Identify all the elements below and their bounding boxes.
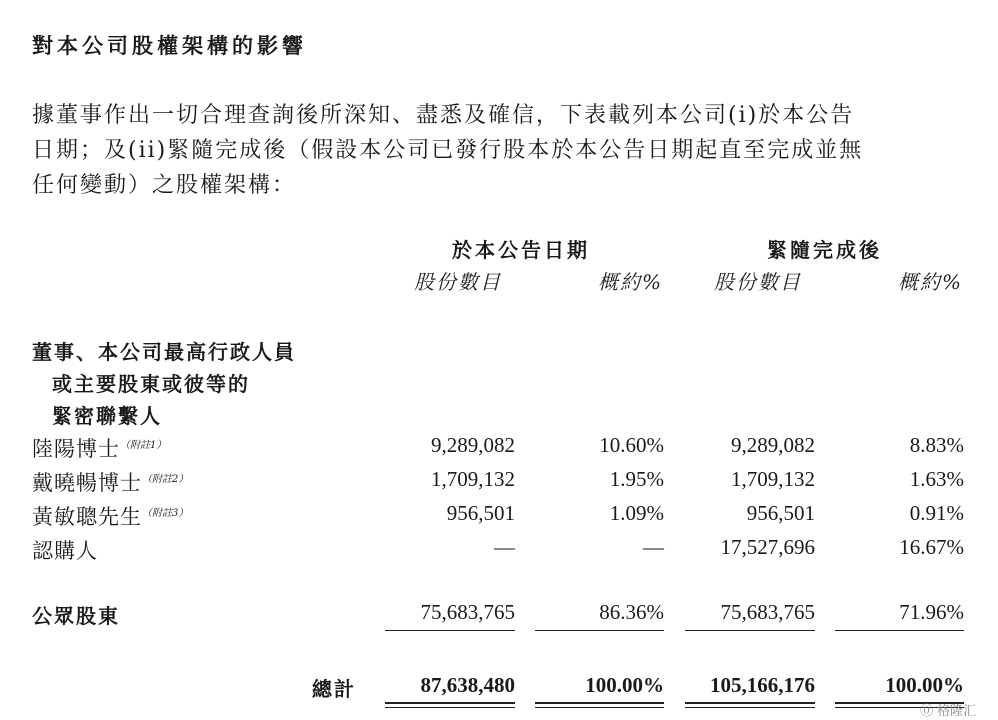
- section-label-line-2: 或主要股東或彼等的: [52, 372, 250, 396]
- intro-line-3: 任何變動）之股權架構：: [32, 173, 297, 198]
- watermark-text: 格隆汇: [937, 704, 977, 719]
- cell-shares-after: 17,527,696: [720, 535, 815, 559]
- cell-shares-before: —: [494, 535, 515, 559]
- cell-shares-after: 9,289,082: [731, 433, 815, 457]
- total-pct-after: 100.00%: [885, 673, 964, 697]
- cell-shares-after: 956,501: [746, 501, 815, 525]
- total-double-rule: [535, 702, 664, 704]
- footnote-ref: （附註1）: [120, 440, 167, 451]
- total-shares-after: 105,166,176: [710, 673, 815, 697]
- section-label-line-3: 緊密聯繫人: [52, 404, 162, 428]
- footnote-ref: （附註2）: [142, 474, 189, 485]
- cell-shares-before: 1,709,132: [431, 467, 515, 491]
- subtotal-rule: [385, 630, 515, 631]
- intro-line-1: 據董事作出一切合理查詢後所深知、盡悉及確信，下表載列本公司(i)於本公告: [32, 103, 855, 128]
- total-shares-before: 87,638,480: [420, 673, 515, 697]
- cell-shares-before: 9,289,082: [431, 433, 515, 457]
- subheader-pct-after: 概約%: [898, 270, 964, 294]
- total-label: 總計: [312, 677, 356, 701]
- row-name: 認購人: [32, 539, 98, 563]
- header-before: 於本公告日期: [452, 238, 590, 262]
- cell-shares-after: 1,709,132: [731, 467, 815, 491]
- subtotal-rule: [535, 630, 664, 631]
- public-shares-after: 75,683,765: [720, 600, 815, 624]
- cell-pct-before: 10.60%: [599, 433, 664, 457]
- cell-pct-before: —: [643, 535, 664, 559]
- public-label: 公眾股東: [32, 604, 120, 628]
- subtotal-rule: [835, 630, 964, 631]
- cell-pct-before: 1.09%: [609, 501, 664, 525]
- cell-pct-after: 8.83%: [909, 433, 964, 457]
- footnote-ref: （附註3）: [142, 508, 189, 519]
- subheader-shares-before: 股份數目: [414, 270, 502, 294]
- cell-pct-after: 1.63%: [909, 467, 964, 491]
- intro-line-2: 日期；及(ii)緊隨完成後（假設本公司已發行股本於本公告日期起直至完成並無: [32, 138, 864, 163]
- watermark-logo: [920, 700, 976, 719]
- total-double-rule: [685, 702, 815, 704]
- subheader-pct-before: 概約%: [598, 270, 664, 294]
- public-pct-before: 86.36%: [599, 600, 664, 624]
- cell-shares-before: 956,501: [446, 501, 515, 525]
- header-after: 緊隨完成後: [767, 238, 882, 262]
- public-pct-after: 71.96%: [899, 600, 964, 624]
- watermark-icon: ⓪: [920, 704, 934, 719]
- section-label-line-1: 董事、本公司最高行政人員: [32, 340, 296, 364]
- subtotal-rule: [685, 630, 815, 631]
- section-title: 對本公司股權架構的影響: [32, 34, 307, 58]
- cell-pct-before: 1.95%: [609, 467, 664, 491]
- cell-pct-after: 0.91%: [909, 501, 964, 525]
- row-name: 黃敏聰先生$^{(附註3)}$: [32, 505, 189, 529]
- cell-pct-after: 16.67%: [899, 535, 964, 559]
- total-double-rule: [535, 707, 664, 708]
- row-name: 陸陽博士$^{(附註1)}$: [32, 437, 167, 461]
- subheader-shares-after: 股份數目: [714, 270, 802, 294]
- total-pct-before: 100.00%: [585, 673, 664, 697]
- total-double-rule: [685, 707, 815, 708]
- public-shares-before: 75,683,765: [420, 600, 515, 624]
- row-name: 戴曉暢博士$^{(附註2)}$: [32, 471, 189, 495]
- total-double-rule: [385, 707, 515, 708]
- total-double-rule: [385, 702, 515, 704]
